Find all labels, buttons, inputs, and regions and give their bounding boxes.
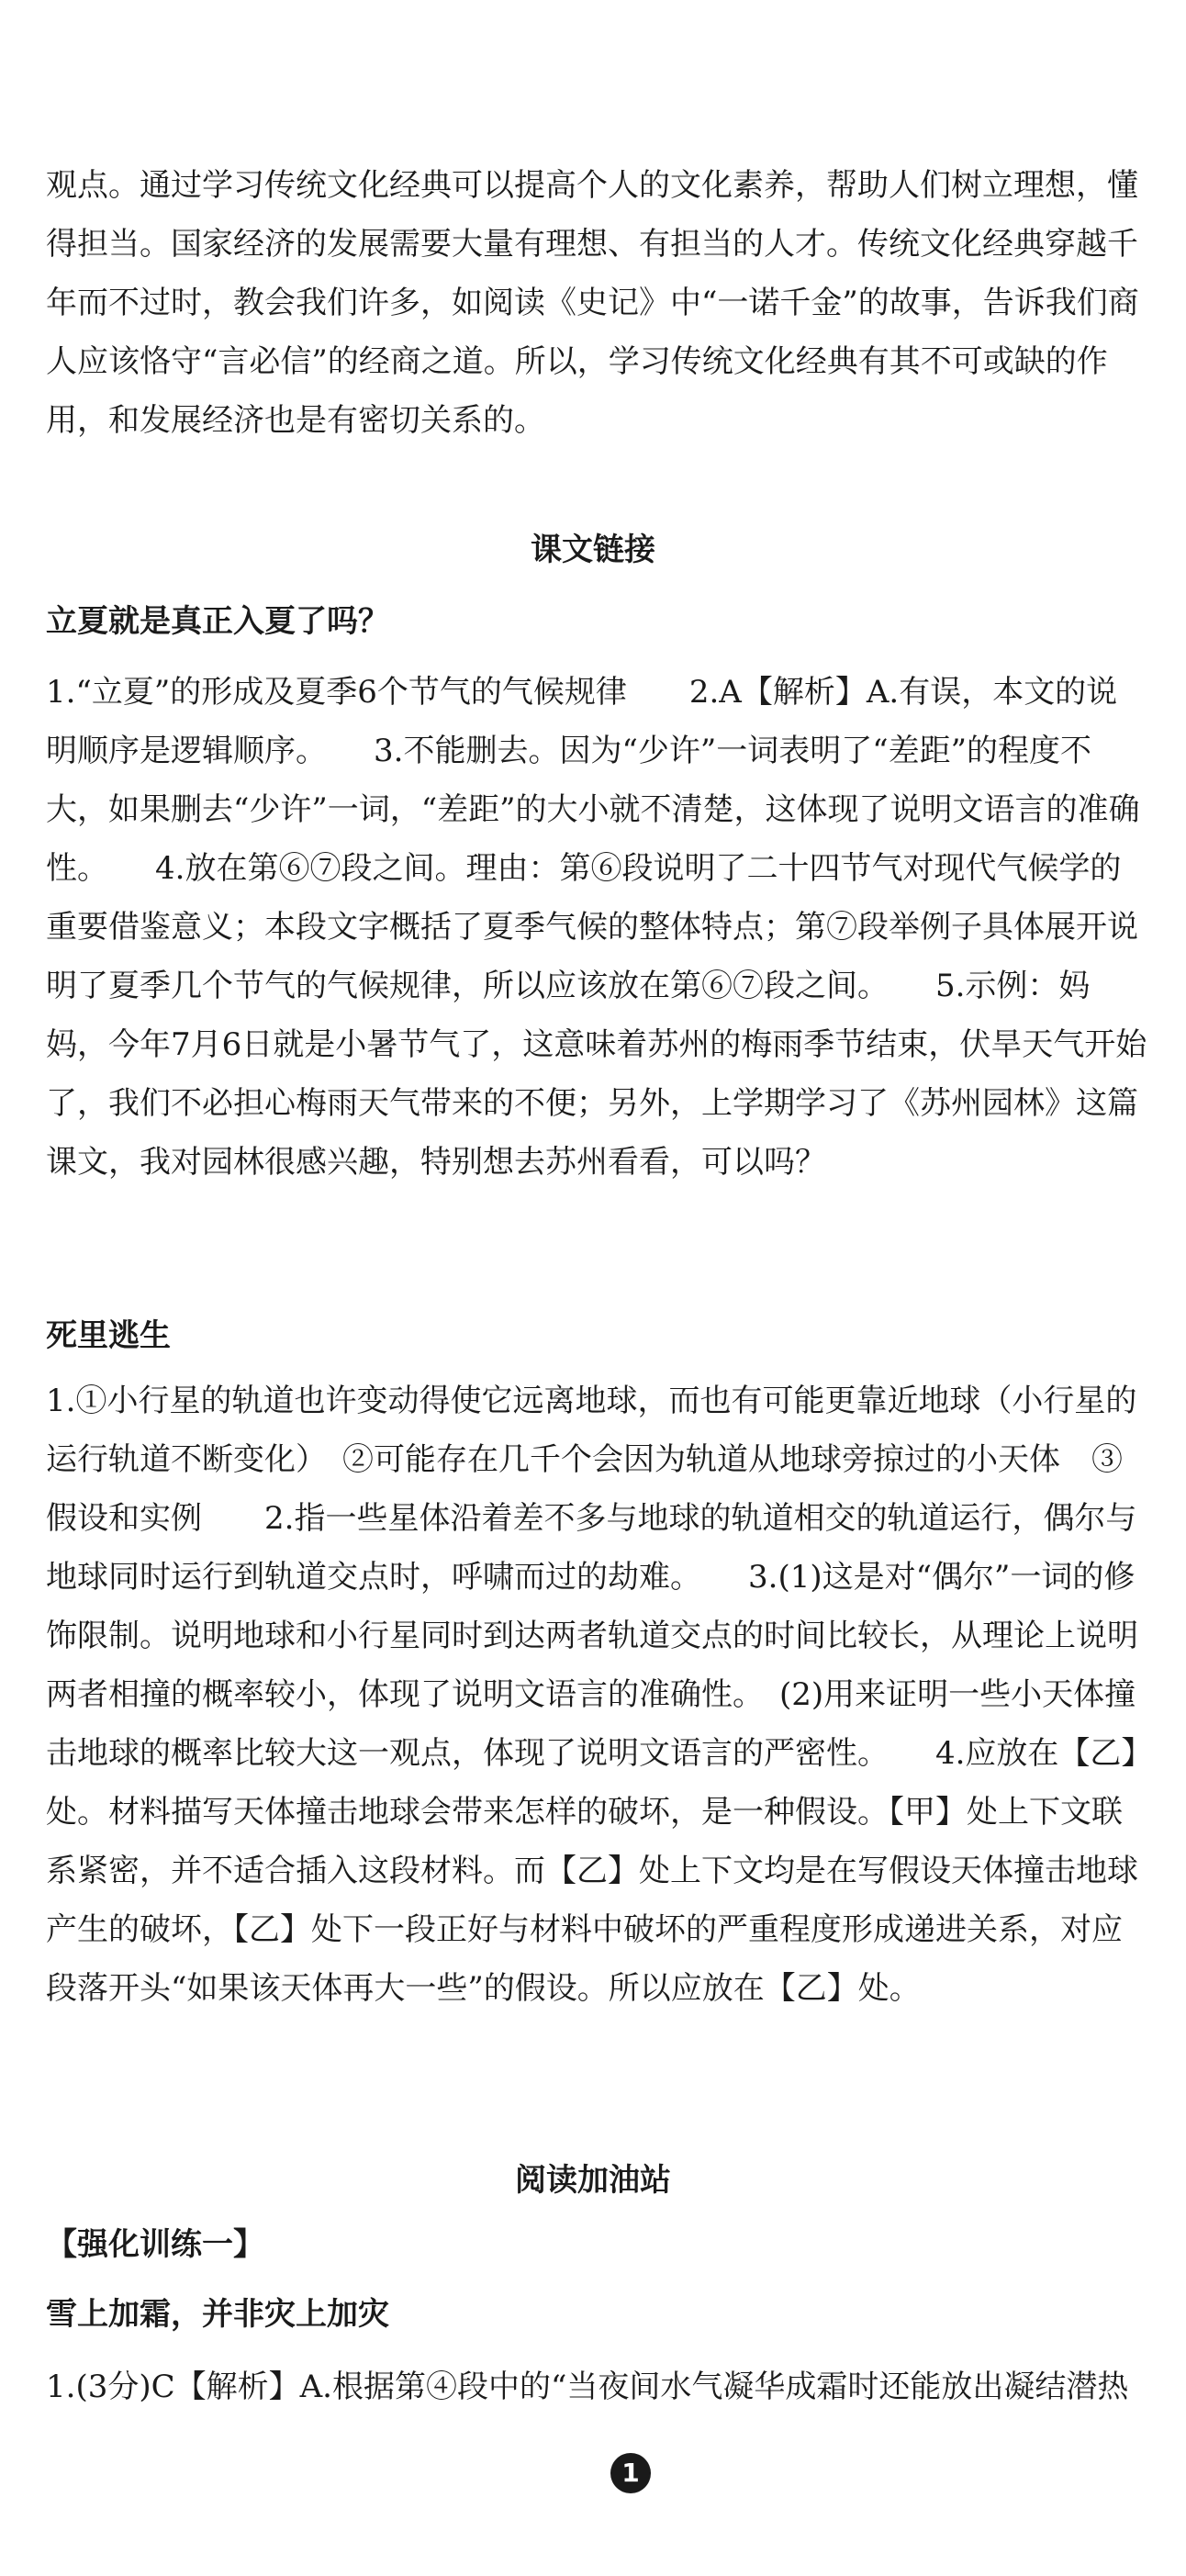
lixia-answers-paragraph: 1.“立夏”的形成及夏季6个节气的气候规律 2.A【解析】A.有误，本文的说明顺序是逻辑顺序。 3.不能删去。因为“少许”一词表明了“差距”的程度不大，如果删去“少许”一词，“差距”的大小就不清楚，这体现了说明文语言的准确性。 4.放在第⑥⑦段之间。理由：第⑥段说明了二十四节气对现代气候学的重要借鉴意义；本段文字概括了夏季气候的整体特点；第⑦段举例子具体展开说明了夏季几个节气的气候规律，所以应该放在第⑥⑦段之间。 5.示例：妈妈，今年7月6日就是小暑节气了，这意味着苏州的梅雨季节结束，伏旱天气开始了，我们不必担心梅雨天气带来的不便；另外，上学期学习了《苏州园林》这篇课文，我对园林很感兴趣，特别想去苏州看看，可以吗？ — [46, 674, 1147, 1181]
section-title-kewen: 课文链接 — [531, 532, 655, 568]
section-title-yuedu: 阅读加油站 — [515, 2162, 671, 2199]
page-number-badge: 1 — [610, 2453, 651, 2493]
intro-paragraph: 观点。通过学习传统文化经典可以提高个人的文化素养，帮助人们树立理想，懂得担当。国家经济的发展需要大量有理想、有担当的人才。传统文化经典穿越千年而不过时，教会我们许多，如阅读《史记》中“一诺千金”的故事，告诉我们商人应该恪守“言必信”的经商之道。所以，学习传统文化经典有其不可或缺的作用，和发展经济也是有密切关系的。 — [46, 167, 1139, 439]
exercise-title-qianghua: 【强化训练一】 — [46, 2226, 264, 2263]
sili-answers-paragraph: 1.①小行星的轨道也许变动得使它远离地球，而也有可能更靠近地球（小行星的运行轨道不断变化） ②可能存在几千个会因为轨道从地球旁掠过的小天体 ③假设和实例 2.指一些星体沿着差不多与地球的轨道相交的轨道运行，偶尔与地球同时运行到轨道交点时，呼啸而过的劫难。 3.(1)这是对“偶尔”一词的修饰限制。说明地球和小行星同时到达两者轨道交点的时间比较长，从理论上说明两者相撞的概率较小，体现了说明文语言的准确性。 (2)用来证明一些小天体撞击地球的概率比较大这一观点，体现了说明文语言的严密性。 4.应放在【乙】处。材料描写天体撞击地球会带来怎样的破坏，是一种假设。【甲】处上下文联系紧密，并不适合插入这段材料。而【乙】处上下文均是在写假设天体撞击地球产生的破坏，【乙】处下一段正好与材料中破坏的严重程度形成递进关系，对应段落开头“如果该天体再大一些”的假设。所以应放在【乙】处。 — [46, 1383, 1138, 2007]
xue-answers-paragraph: 1.(3分)C【解析】A.根据第④段中的“当夜间水气凝华成霜时还能放出凝结潜热 — [46, 2369, 1129, 2405]
article-title-xue: 雪上加霜，并非灾上加灾 — [46, 2296, 389, 2333]
article-title-lixia: 立夏就是真正入夏了吗？ — [46, 603, 389, 640]
article-title-sili: 死里逃生 — [46, 1317, 171, 1354]
